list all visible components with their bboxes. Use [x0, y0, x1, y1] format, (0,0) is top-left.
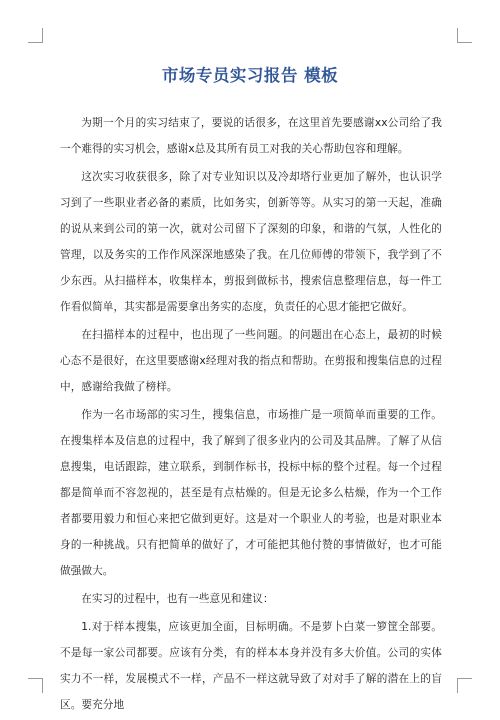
page-corner-mark-bottom-left	[28, 678, 43, 693]
paragraph: 作为一名市场部的实习生，搜集信息，市场推广是一项简单而重要的工作。在搜集样本及信息的过程中，我了解到了很多业内的公司及其品牌。了解了从信息搜集，电话跟踪，建立联系，到制作标书，投标中标的整个过程。每一个过程都是简单而不容忽视的，甚至是有点枯燥的。但是无论多么枯燥，作为一个工作者都要用毅力和恒心来把它做到更好。这是对一个职业人的考验，也是对职业本身的一种挑战。只有把简单的做好了，才可能把其他付赞的事情做好，也才可能做强做大。	[60, 409, 442, 577]
page-corner-mark-top-left	[28, 28, 43, 43]
paragraph: 在实习的过程中，也有一些意见和建议：	[81, 593, 274, 605]
paragraph: 1.对于样本搜集，应该更加全面，目标明确。不是萝卜白菜一箩筐全部要。不是每一家公司都要。应该有分类，有的样本本身并没有多大价值。公司的实体实力不一样，发展模式不一样，产品不一样这就导致了对对手了解的潜在上的盲区。要充分地	[60, 621, 442, 711]
document-title: 市场专员实习报告 模板	[161, 66, 339, 85]
paragraph: 这次实习收获很多，除了对专业知识以及冷却塔行业更加了解外，也认识学习到了一些职业者必备的素质，比如务实，创新等等。从实习的第一天起，准确的说从来到公司的第一次，就对公司留下了深刻的印象，和谐的气氛，人性化的管理，以及务实的工作作风深深地感染了我。在几位师傅的带领下，我学到了不少东西。从扫描样本，收集样本，剪报到做标书，搜索信息整理信息，每一件工作看似简单，其实都是需要拿出务实的态度，负责任的心思才能把它做好。	[60, 171, 442, 313]
paragraph: 在扫描样本的过程中，也出现了一些问题。的问题出在心态上，最初的时候心态不是很好，在这里要感谢x经理对我的指点和帮助。在剪报和搜集信息的过程中，感谢给我做了榜样。	[60, 329, 442, 393]
page-corner-mark-bottom-right	[457, 678, 472, 693]
document-body	[60, 110, 442, 720]
paragraph: 为期一个月的实习结束了，要说的话很多，在这里首先要感谢xx公司给了我一个难得的实习机会，感谢x总及其所有员工对我的关心帮助包容和理解。	[60, 117, 442, 155]
page-corner-mark-top-right	[457, 28, 472, 43]
